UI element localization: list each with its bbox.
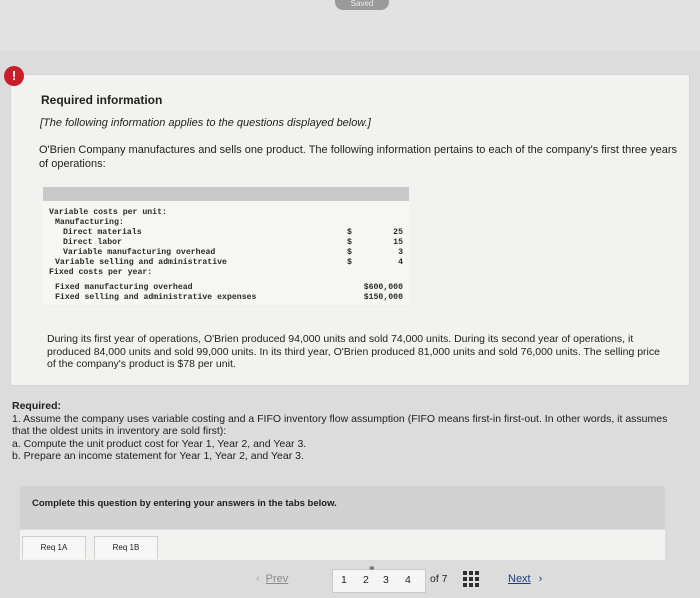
dollar-sign: $ bbox=[347, 258, 352, 267]
instruction-text: Complete this question by entering your answers in the tabs below. bbox=[32, 498, 337, 509]
top-bar bbox=[0, 0, 700, 50]
saved-indicator: Saved bbox=[335, 0, 389, 10]
tab-req-1a[interactable]: Req 1A bbox=[22, 536, 86, 559]
tab-req-1b[interactable]: Req 1B bbox=[94, 536, 158, 559]
table-row bbox=[49, 228, 405, 238]
row-label: Variable costs per unit: bbox=[49, 208, 167, 217]
table-row bbox=[49, 268, 405, 278]
row-value: 4 bbox=[398, 258, 403, 267]
cost-table bbox=[43, 187, 409, 305]
row-label: Direct labor bbox=[63, 238, 122, 247]
answer-tabs bbox=[20, 530, 665, 560]
page-count: of 7 bbox=[430, 573, 448, 585]
page-2-button[interactable]: 2 bbox=[363, 574, 369, 586]
intro-text: O'Brien Company manufactures and sells one product. The following information pertains to each of the company's first three years of operations: bbox=[39, 144, 678, 170]
operations-text: During its first year of operations, O'Brien produced 94,000 units and sold 74,000 units. During its second year of operations, it produced 84,000 units and sold 99,000 units. In its third year, O'Brien produced 81,000 units and sold 76,000 units. The selling price of the company's product is $78 per unit. bbox=[47, 333, 660, 370]
prev-button[interactable] bbox=[256, 573, 288, 585]
dollar-sign: $ bbox=[347, 248, 352, 257]
page-4-button[interactable]: 4 bbox=[405, 574, 411, 586]
required-information-panel bbox=[10, 74, 690, 386]
row-label: Direct materials bbox=[63, 228, 142, 237]
page-3-button[interactable]: 3 bbox=[383, 574, 389, 586]
row-value: $600,000 bbox=[363, 283, 403, 292]
row-label: Manufacturing: bbox=[55, 218, 124, 227]
required-section bbox=[12, 400, 682, 463]
question-navigation bbox=[0, 562, 700, 598]
chevron-left-icon: ‹ bbox=[256, 573, 260, 585]
row-label: Fixed selling and administrative expenses bbox=[55, 293, 257, 302]
next-button[interactable] bbox=[508, 573, 542, 585]
page-1-button[interactable]: 1 bbox=[341, 574, 347, 586]
required-item-a: a. Compute the unit product cost for Year 1, Year 2, and Year 3. bbox=[12, 437, 307, 450]
dollar-sign: $ bbox=[347, 228, 352, 237]
row-label: Fixed manufacturing overhead bbox=[55, 283, 193, 292]
row-value: 15 bbox=[393, 238, 403, 247]
page-selector bbox=[332, 563, 426, 593]
table-row bbox=[49, 283, 405, 293]
alert-icon: ! bbox=[4, 66, 24, 86]
instruction-bar bbox=[20, 486, 665, 529]
table-row bbox=[49, 258, 405, 268]
required-item-b: b. Prepare an income statement for Year 1, Year 2, and Year 3. bbox=[12, 450, 304, 462]
panel-subtitle: [The following information applies to the questions displayed below.] bbox=[40, 117, 371, 129]
row-value: 25 bbox=[393, 228, 403, 237]
row-label: Variable manufacturing overhead bbox=[63, 248, 216, 257]
required-item-1: 1. Assume the company uses variable costing and a FIFO inventory flow assumption (FIFO means first-in first-out. In other words, it assumes that the oldest units in inventory are sold first): bbox=[12, 412, 668, 437]
grid-icon[interactable] bbox=[463, 571, 479, 587]
prev-label: Prev bbox=[265, 573, 289, 585]
panel-title: Required information bbox=[41, 93, 163, 107]
next-label: Next bbox=[508, 573, 531, 585]
row-label: Variable selling and administrative bbox=[55, 258, 227, 267]
required-heading: Required: bbox=[12, 400, 62, 412]
row-value: 3 bbox=[398, 248, 403, 257]
cost-table-header bbox=[43, 187, 409, 201]
table-row bbox=[49, 208, 405, 218]
table-row bbox=[49, 248, 405, 258]
row-value: $150,000 bbox=[363, 293, 403, 302]
link-icon: ⚭ bbox=[368, 563, 376, 573]
table-row bbox=[49, 238, 405, 248]
row-label: Fixed costs per year: bbox=[49, 268, 153, 277]
table-row bbox=[49, 293, 405, 303]
dollar-sign: $ bbox=[347, 238, 352, 247]
table-row bbox=[49, 218, 405, 228]
chevron-right-icon: › bbox=[538, 573, 543, 585]
